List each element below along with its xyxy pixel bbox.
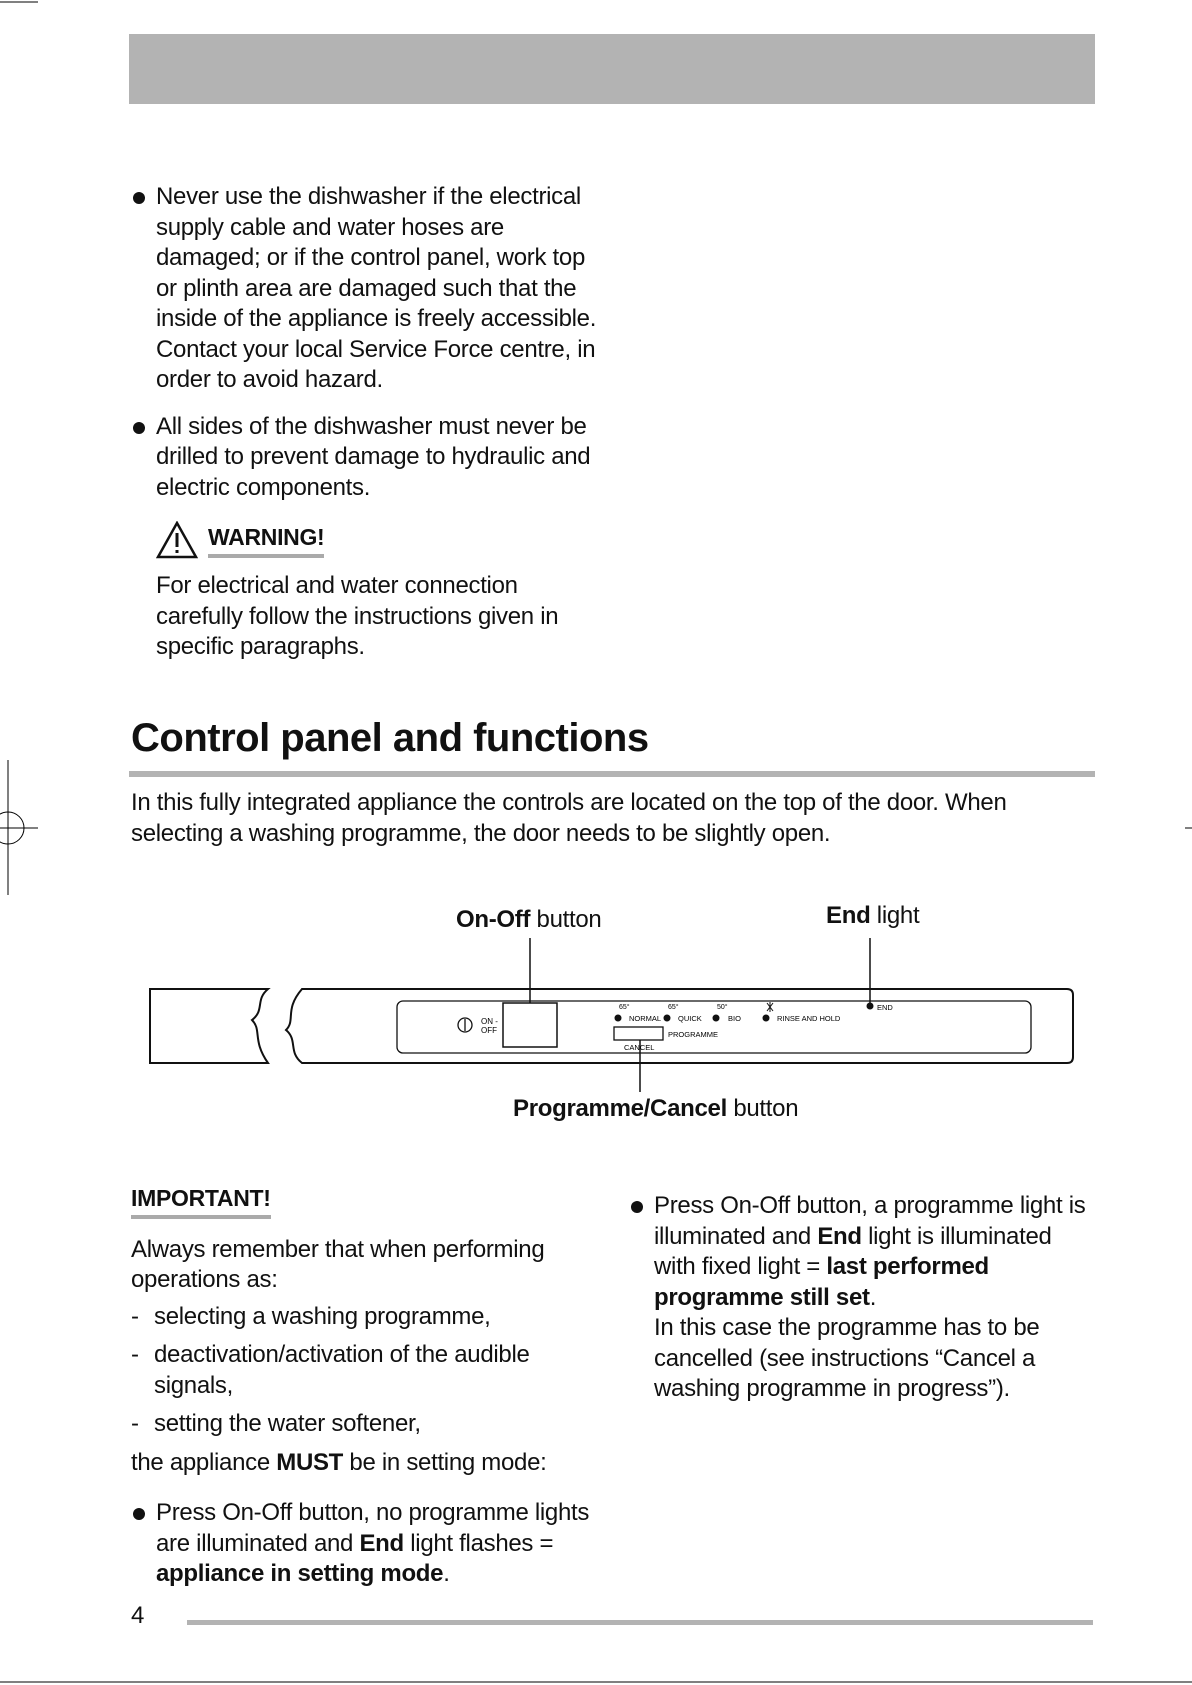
end-light-callout: [826, 902, 919, 930]
on-off-label-1: ON -: [481, 1017, 498, 1026]
text-span: .: [869, 1283, 877, 1311]
control-panel-diagram: [0, 930, 1192, 1100]
panel-main-body: [286, 989, 1073, 1063]
bold-span: End: [359, 1529, 404, 1557]
programme-set-bullet: [654, 1191, 1089, 1313]
power-icon: [458, 1018, 472, 1032]
bullet-icon: [133, 192, 145, 204]
on-off-button[interactable]: [503, 1003, 557, 1047]
bold-span: last performed programme still set: [654, 1253, 989, 1311]
cancel-instruction: In this case the programme has to be cancelled (see instructions “Cancel a washing programme in progress”).: [654, 1314, 1040, 1402]
warning-triangle-icon: [156, 521, 198, 559]
list-item: [131, 1302, 601, 1333]
programme-cancel-button[interactable]: [614, 1027, 663, 1040]
dash-item-text: setting the water softener,: [154, 1410, 421, 1437]
end-callout-rest: light: [870, 902, 920, 929]
end-label: END: [877, 1003, 893, 1012]
warning-block: [131, 521, 601, 663]
bold-span: appliance in setting mode: [156, 1560, 444, 1587]
dash-marker: -: [131, 1341, 139, 1368]
programme-callout-bold: Programme/Cancel: [513, 1095, 727, 1122]
setting-mode-bullet: [156, 1498, 601, 1590]
on-off-label-2: OFF: [481, 1026, 497, 1035]
text-span: light flashes =: [403, 1529, 554, 1557]
important-section: [131, 1183, 601, 1590]
safety-section: [131, 182, 601, 663]
warning-text: For electrical and water connection carefully follow the instructions given in specific paragraphs.: [156, 572, 559, 660]
bullet-icon: [133, 422, 145, 434]
programme-rinse-hold-label: RINSE AND HOLD: [777, 1014, 841, 1023]
title-rule: [129, 771, 1095, 777]
temp-label-quick: 65°: [668, 1004, 679, 1011]
text-span: light is illuminated with fixed light =: [654, 1222, 1052, 1280]
cancel-label: CANCEL: [624, 1043, 655, 1052]
dash-marker: -: [131, 1410, 139, 1437]
bullet-icon: [133, 1508, 145, 1520]
warning-label: WARNING!: [208, 522, 324, 558]
important-label: IMPORTANT!: [131, 1183, 271, 1219]
bullet-icon: [631, 1201, 643, 1213]
on-off-callout-rest: button: [530, 906, 602, 933]
must-post: be in setting mode:: [343, 1448, 547, 1476]
must-pre: the appliance: [131, 1448, 277, 1476]
footer-rule: [187, 1620, 1093, 1625]
normal-light: [615, 1015, 622, 1022]
list-item: [131, 1409, 601, 1440]
text-span: Press On-Off button, no programme lights are illuminated and: [156, 1499, 590, 1557]
programme-quick-label: QUICK: [678, 1014, 702, 1023]
programme-set-section: [629, 1191, 1089, 1405]
list-item: [131, 1340, 601, 1401]
panel-left-piece: [150, 989, 268, 1063]
dash-item-text: selecting a washing programme,: [154, 1302, 491, 1330]
page-number: 4: [131, 1602, 145, 1629]
warning-heading: [156, 521, 601, 559]
bold-span: End: [817, 1222, 862, 1250]
temp-label-normal: 65°: [619, 1004, 630, 1011]
programme-bio-label: BIO: [728, 1014, 741, 1023]
text-span: Press On-Off button, a programme light is illuminated and: [654, 1192, 1086, 1250]
programme-callout-rest: button: [726, 1095, 799, 1122]
dash-item-text: deactivation/activation of the audible signals,: [154, 1341, 530, 1399]
text-span: .: [443, 1560, 450, 1587]
must-sentence: [131, 1448, 601, 1479]
quick-light: [664, 1015, 671, 1022]
list-item: [629, 1191, 1089, 1405]
list-item: [131, 412, 601, 504]
section-intro: In this fully integrated appliance the controls are located on the top of the door. When selecting a washing programme, the door needs to be slightly open.: [131, 789, 1007, 847]
on-off-callout-bold: On-Off: [456, 906, 531, 933]
safety-bullet-2: All sides of the dishwasher must never be drilled to prevent damage to hydraulic and electric components.: [156, 412, 591, 501]
rinse-icon: [767, 1002, 773, 1012]
dash-marker: -: [131, 1302, 139, 1330]
end-light: [867, 1003, 874, 1010]
header-bar: [129, 34, 1095, 104]
safety-bullet-1: Never use the dishwasher if the electrical supply cable and water hoses are damaged; or if the control panel, work top or plinth area are damaged such that the inside of the appliance is freely accessible. Contact your local Service Force centre, in order to avoid hazard.: [156, 183, 597, 393]
list-item: [131, 1498, 601, 1590]
temp-label-bio: 50°: [717, 1004, 728, 1011]
rinse-hold-light: [763, 1015, 770, 1022]
end-callout-bold: End: [826, 902, 871, 929]
important-intro: Always remember that when performing operations as:: [131, 1235, 545, 1293]
list-item: [131, 182, 601, 396]
programme-normal-label: NORMAL: [629, 1014, 662, 1023]
bio-light: [713, 1015, 720, 1022]
section-title: Control panel and functions: [131, 716, 649, 760]
must-bold: MUST: [276, 1448, 344, 1476]
programme-label: PROGRAMME: [668, 1030, 719, 1039]
